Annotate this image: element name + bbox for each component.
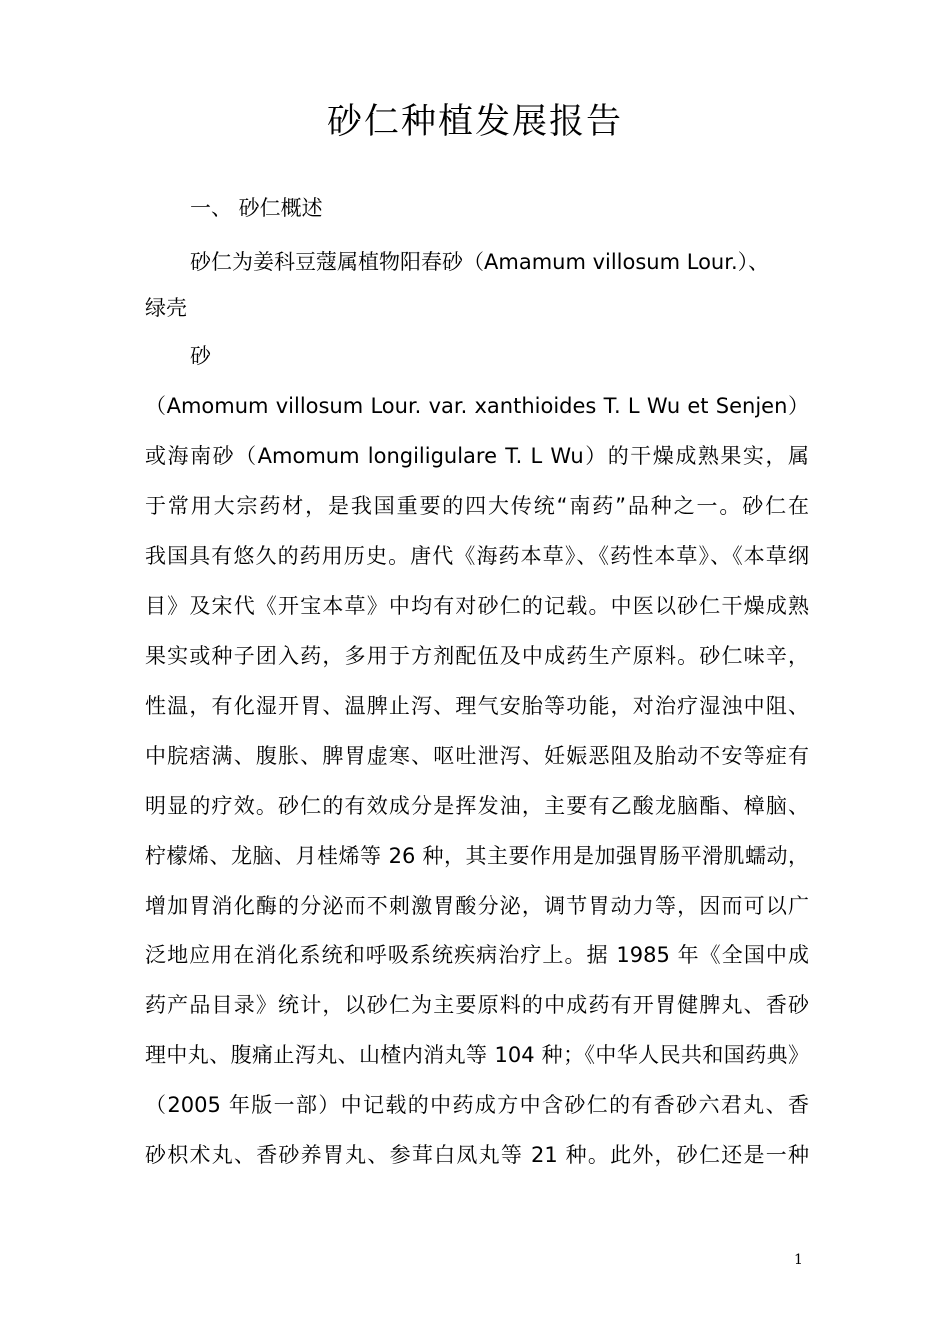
body-line: 中脘痞满、腹胀、脾胃虚寒、呕吐泄泻、妊娠恶阻及胎动不安等症有 [145, 744, 809, 768]
document-title: 砂仁种植发展报告 [326, 102, 623, 142]
body-line: （2005 年版一部）中记载的中药成方中含砂仁的有香砂六君丸、香 [145, 1093, 809, 1117]
body-line: 绿壳 [145, 296, 187, 320]
body-line: 砂仁为姜科豆蔻属植物阳春砂（Amamum villosum Lour.）、 [190, 250, 770, 274]
body-line: 理中丸、腹痛止泻丸、山楂内消丸等 104 种；《中华人民共和国药典》 [145, 1043, 809, 1067]
page-number: 1 [794, 1252, 803, 1268]
body-line: 增加胃消化酶的分泌而不刺激胃酸分泌，调节胃动力等，因而可以广 [145, 894, 809, 918]
body-line: 目》及宋代《开宝本草》中均有对砂仁的记载。中医以砂仁干燥成熟 [145, 594, 809, 618]
body-line: 砂 [190, 344, 211, 368]
body-line: 或海南砂（Amomum longiligulare T. L Wu）的干燥成熟果实，属 [145, 444, 809, 468]
body-line: 泛地应用在消化系统和呼吸系统疾病治疗上。据 1985 年《全国中成 [145, 943, 809, 967]
body-line: 我国具有悠久的药用历史。唐代《海药本草》、《药性本草》、《本草纲 [145, 544, 809, 568]
body-line: 明显的疗效。砂仁的有效成分是挥发油，主要有乙酸龙脑酯、樟脑、 [145, 794, 809, 818]
body-line: 柠檬烯、龙脑、月桂烯等 26 种，其主要作用是加强胃肠平滑肌蠕动， [145, 844, 809, 868]
body-line: 性温，有化湿开胃、温脾止泻、理气安胎等功能，对治疗湿浊中阻、 [145, 694, 809, 718]
body-line: 药产品目录》统计，以砂仁为主要原料的中成药有开胃健脾丸、香砂 [145, 993, 809, 1017]
section-heading: 一、 砂仁概述 [190, 196, 323, 220]
body-line: 砂枳术丸、香砂养胃丸、参茸白凤丸等 21 种。此外，砂仁还是一种 [145, 1143, 809, 1167]
body-line: 于常用大宗药材，是我国重要的四大传统“南药”品种之一。砂仁在 [145, 494, 809, 518]
body-line: （Amomum villosum Lour. var. xanthioides T. L Wu et Senjen） [145, 394, 809, 418]
body-line: 果实或种子团入药，多用于方剂配伍及中成药生产原料。砂仁味辛， [145, 644, 809, 668]
